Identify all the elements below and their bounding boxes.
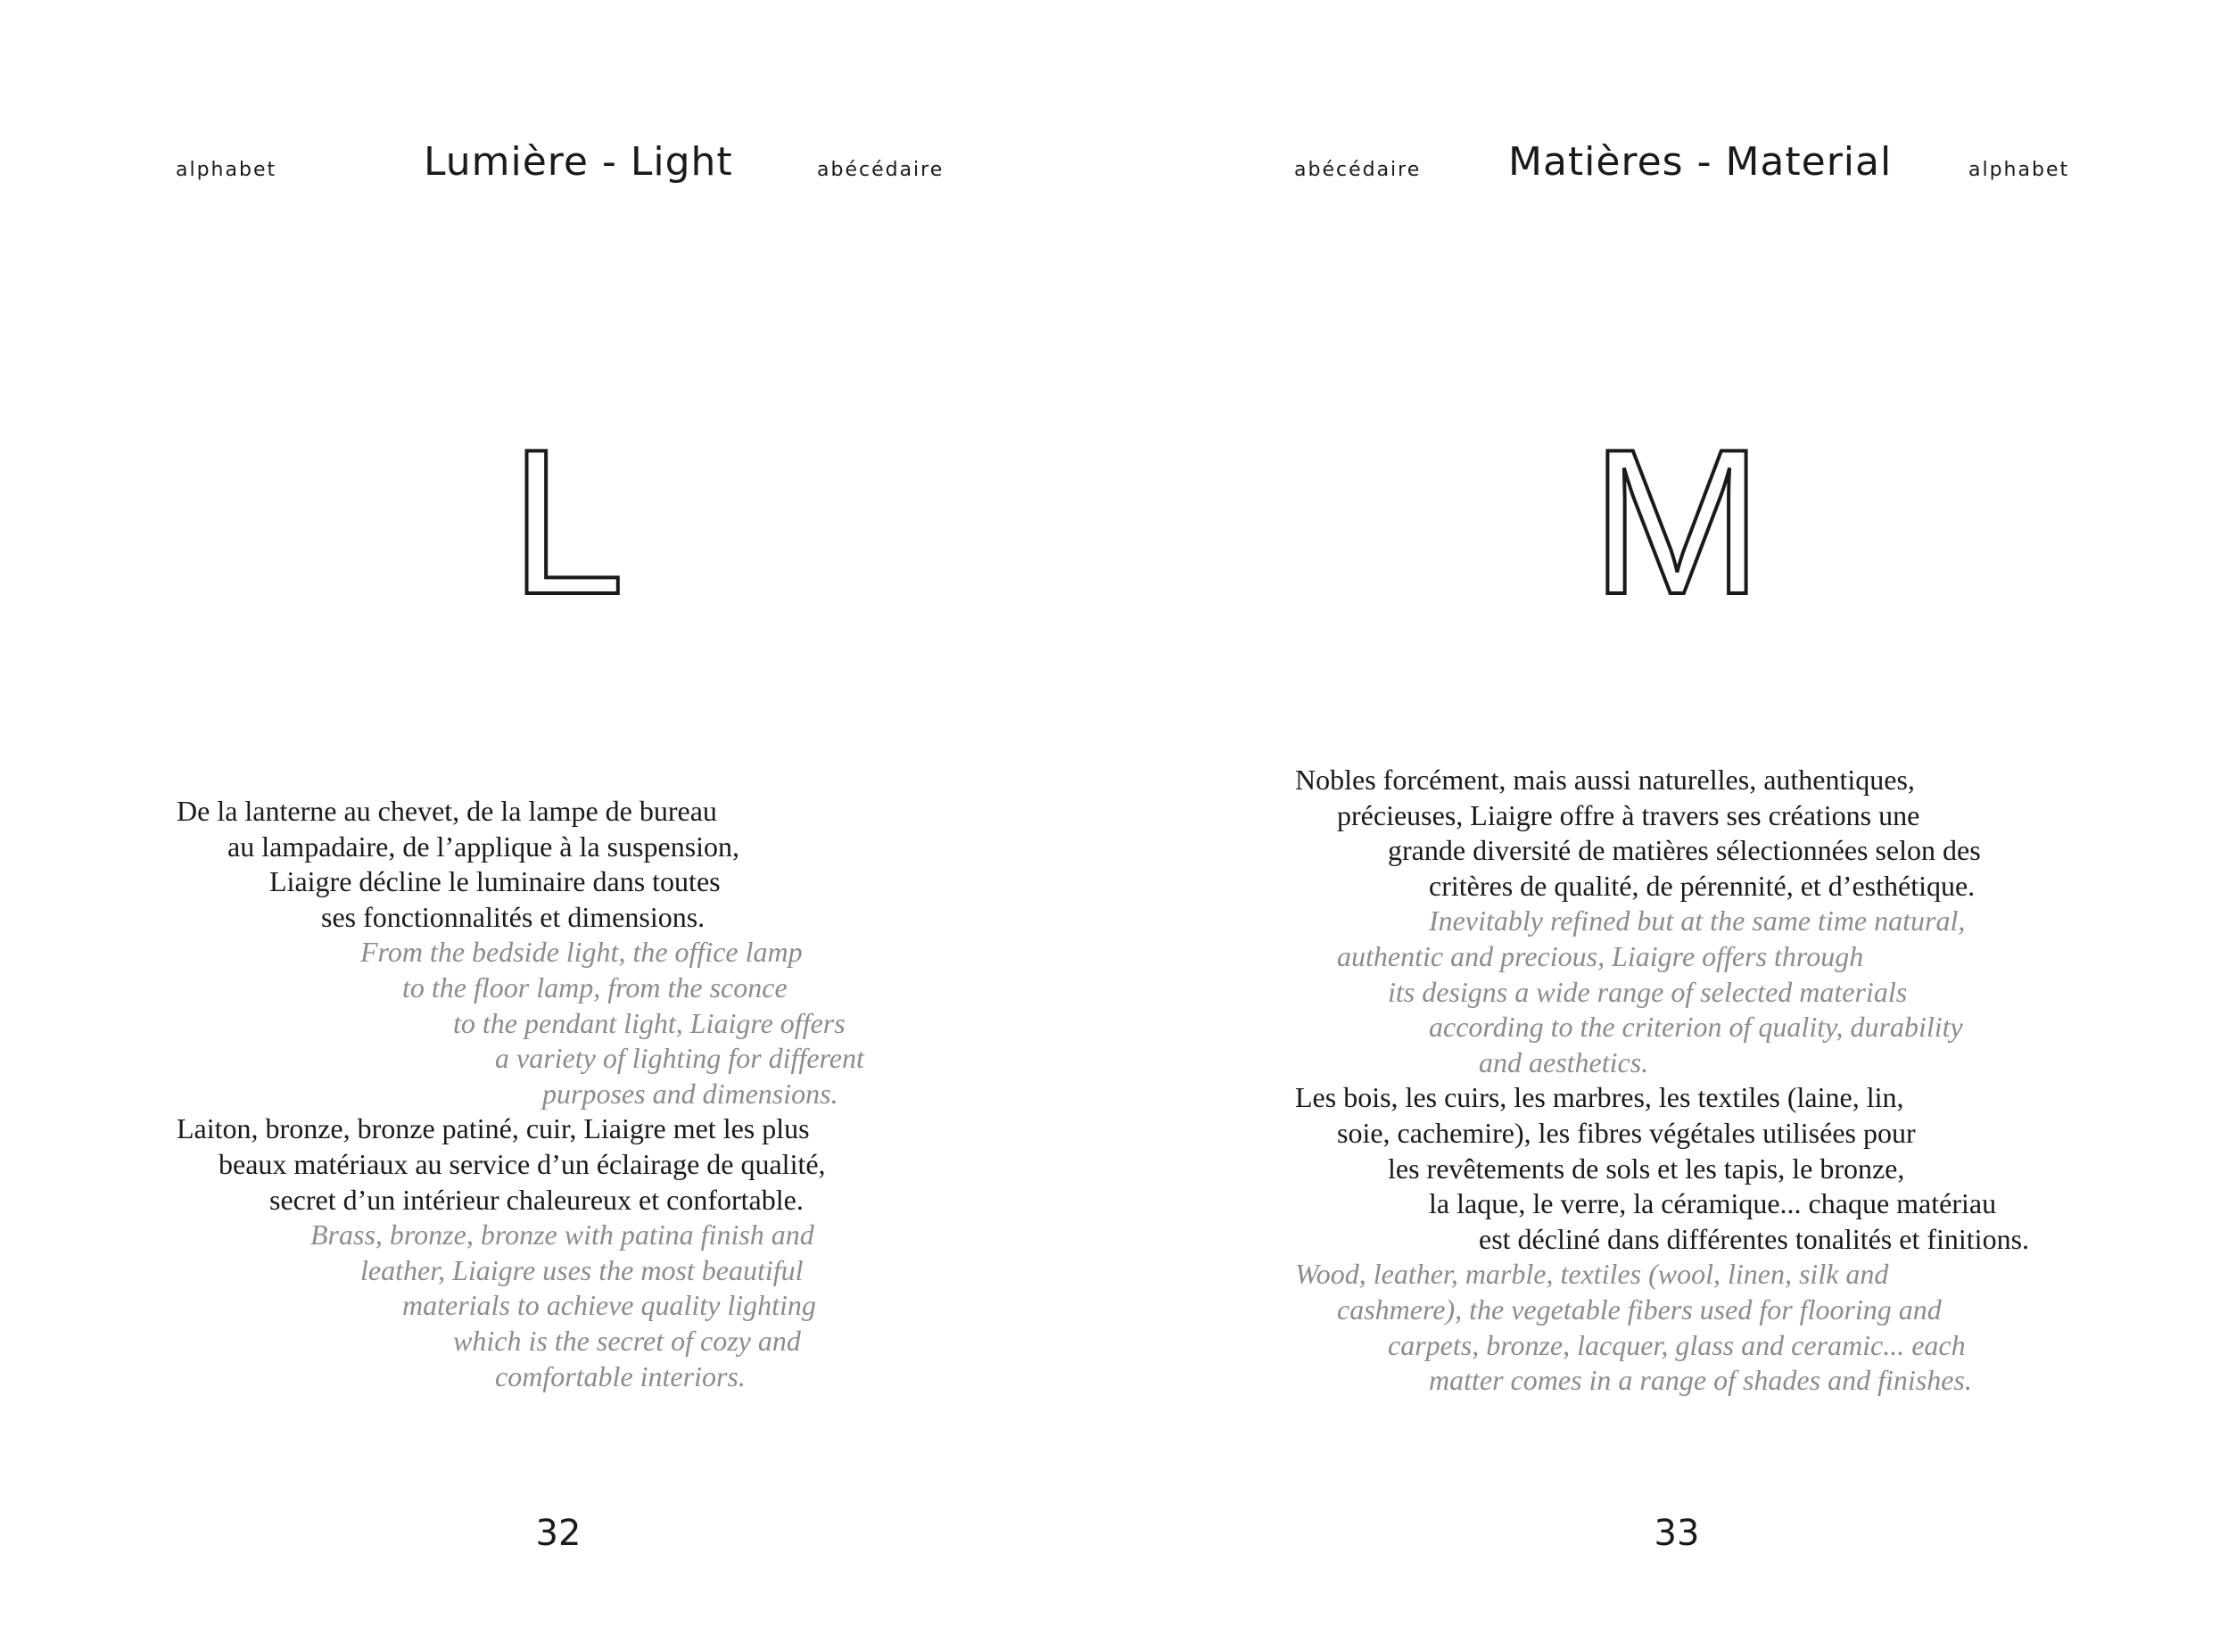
french-text-line: critères de qualité, de pérennité, et d’esthétique.: [1429, 869, 1976, 902]
english-text-line: to the pendant light, Liaigre offers: [453, 1006, 846, 1039]
english-text-line: a variety of lighting for different: [495, 1042, 864, 1075]
english-text-line: Brass, bronze, bronze with patina finish and: [310, 1218, 814, 1251]
english-text-line: which is the secret of cozy and: [453, 1324, 801, 1357]
french-text-line: De la lanterne au chevet, de la lampe de bureau: [177, 795, 717, 827]
english-text-line: From the bedside light, the office lamp: [360, 936, 803, 969]
english-text-line: purposes and dimensions.: [542, 1077, 838, 1110]
french-text-line: soie, cachemire), les fibres végétales utilisées pour: [1337, 1116, 1916, 1149]
english-text-line: and aesthetics.: [1479, 1045, 1649, 1078]
french-text-line: secret d’un intérieur chaleureux et confortable.: [269, 1183, 804, 1216]
outline-initial-letter: L: [509, 407, 625, 638]
english-text-line: Inevitably refined but at the same time natural,: [1429, 904, 1966, 938]
page-number: 33: [1654, 1513, 1700, 1554]
page-title: Matières - Material: [1508, 139, 1893, 185]
outline-initial-letter: M: [1590, 407, 1763, 638]
english-text-line: carpets, bronze, lacquer, glass and ceramic... each: [1388, 1328, 1966, 1361]
french-text-line: ses fonctionnalités et dimensions.: [321, 900, 706, 933]
english-text-line: cashmere), the vegetable fibers used for flooring and: [1337, 1293, 1942, 1326]
english-text-line: materials to achieve quality lighting: [402, 1289, 816, 1322]
right-page: [1114, 0, 2228, 1652]
french-text-line: beaux matériaux au service d’un éclairage de qualité,: [219, 1147, 826, 1180]
body-text-block: [1295, 763, 2029, 1399]
english-text-line: Wood, leather, marble, textiles (wool, linen, silk and: [1295, 1258, 1889, 1291]
french-text-line: grande diversité de matières sélectionnées selon des: [1388, 834, 1981, 867]
header-right-label: alphabet: [1968, 159, 2070, 181]
english-text-line: matter comes in a range of shades and finishes.: [1429, 1364, 1972, 1397]
header-left-label: abécédaire: [1294, 159, 1422, 181]
header-left-label: alphabet: [176, 159, 277, 181]
english-text-line: leather, Liaigre uses the most beautiful: [360, 1253, 804, 1286]
french-text-line: les revêtements de sols et les tapis, le bronze,: [1388, 1152, 1905, 1185]
body-text-block: [177, 794, 864, 1394]
french-text-line: au lampadaire, de l’applique à la suspension,: [227, 830, 740, 863]
english-text-line: to the floor lamp, from the sconce: [402, 971, 788, 1004]
english-text-line: authentic and precious, Liaigre offers through: [1337, 939, 1864, 972]
english-text-line: according to the criterion of quality, durability: [1429, 1011, 1963, 1044]
french-text-line: Les bois, les cuirs, les marbres, les textiles (laine, lin,: [1295, 1081, 1904, 1114]
french-text-line: est décliné dans différentes tonalités et finitions.: [1479, 1222, 2030, 1255]
english-text-line: comfortable interiors.: [495, 1359, 746, 1392]
english-text-line: its designs a wide range of selected materials: [1388, 975, 1908, 1008]
page-number: 32: [535, 1513, 582, 1554]
page-title: Lumière - Light: [424, 139, 733, 185]
french-text-line: la laque, le verre, la céramique... chaque matériau: [1429, 1187, 1997, 1220]
french-text-line: Laiton, bronze, bronze patiné, cuir, Liaigre met les plus: [177, 1112, 810, 1145]
french-text-line: Liaigre décline le luminaire dans toutes: [269, 865, 721, 898]
french-text-line: précieuses, Liaigre offre à travers ses créations une: [1337, 798, 1920, 831]
french-text-line: Nobles forcément, mais aussi naturelles, authentiques,: [1295, 764, 1915, 796]
header-right-label: abécédaire: [817, 159, 945, 181]
